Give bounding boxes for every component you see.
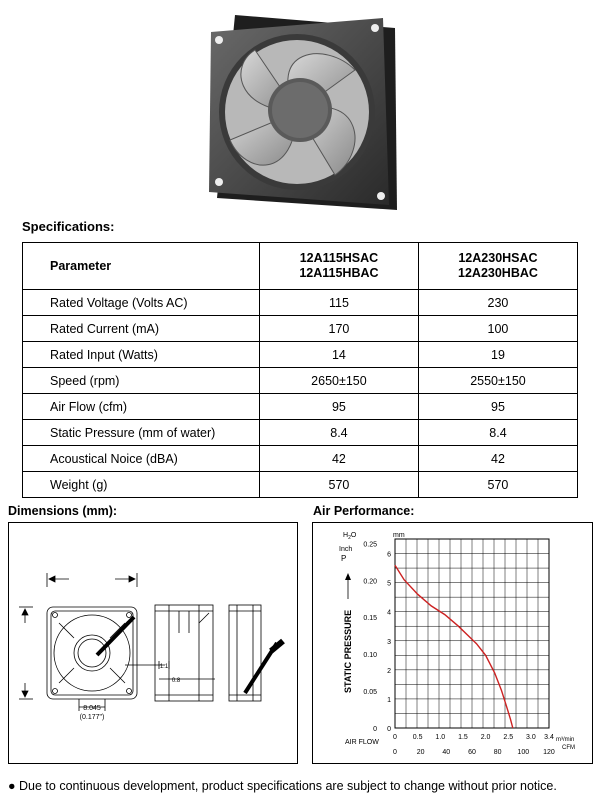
model-a-line1: 12A115HSAC bbox=[299, 251, 379, 265]
inch-tick-label: 0.15 bbox=[363, 615, 377, 623]
row-value-a: 2650±150 bbox=[259, 368, 418, 394]
row-value-a: 570 bbox=[259, 472, 418, 498]
table-row bbox=[23, 316, 578, 342]
air-performance-chart bbox=[313, 523, 592, 763]
m3-tick-label: 1.5 bbox=[458, 734, 468, 741]
cfm-tick-label: 60 bbox=[468, 749, 476, 756]
footnote-text: Due to continuous development, product specifications are subject to change without prior notice. bbox=[19, 779, 557, 793]
m3-tick-label: 3.0 bbox=[526, 734, 536, 741]
cfm-tick-label: 80 bbox=[493, 749, 502, 756]
m3-tick-label: 0.5 bbox=[412, 734, 423, 741]
dimensions-heading: Dimensions (mm): bbox=[8, 504, 118, 518]
cfm-tick-label: 20 bbox=[416, 749, 425, 756]
row-value-a: 170 bbox=[259, 316, 418, 342]
air-performance-heading: Air Performance: bbox=[313, 504, 415, 518]
dimension-label-d: 0.8 bbox=[171, 678, 181, 684]
cfm-tick-labels bbox=[393, 749, 555, 756]
row-label: Static Pressure (mm of water) bbox=[23, 420, 260, 446]
dimensions-drawing bbox=[9, 523, 297, 763]
cfm-tick-label: 0 bbox=[393, 749, 397, 756]
inch-tick-label: 0.25 bbox=[363, 541, 377, 549]
cfm-tick-label: 120 bbox=[543, 749, 555, 756]
table-row bbox=[23, 368, 578, 394]
mm-tick-label: 2 bbox=[387, 667, 391, 675]
dimension-label-a: 8.045 bbox=[83, 705, 101, 712]
mm-tick-label: 1 bbox=[387, 696, 391, 704]
inch-tick-label: 0.10 bbox=[363, 652, 377, 660]
row-value-b: 2550±150 bbox=[418, 368, 577, 394]
row-label: Weight (g) bbox=[23, 472, 260, 498]
mm-tick-label: 5 bbox=[387, 580, 391, 588]
air-performance-box bbox=[312, 522, 593, 764]
table-row bbox=[23, 472, 578, 498]
y-axis-arrowhead bbox=[345, 573, 351, 580]
cfm-tick-label: 100 bbox=[517, 749, 530, 756]
dimension-label-b: (0.177") bbox=[79, 714, 105, 721]
inch-tick-labels bbox=[363, 541, 377, 733]
row-value-a: 115 bbox=[259, 290, 418, 316]
m3-tick-label: 2.0 bbox=[480, 734, 491, 741]
row-value-a: 95 bbox=[259, 394, 418, 420]
m3-tick-label: 3.4 bbox=[544, 734, 554, 741]
inch-label: Inch bbox=[339, 546, 353, 553]
table-header-row bbox=[23, 243, 578, 290]
inch-tick-label: 0 bbox=[373, 726, 377, 733]
table-row bbox=[23, 420, 578, 446]
cfm-unit-label: CFM bbox=[562, 745, 575, 751]
row-value-b: 570 bbox=[418, 472, 577, 498]
table-row bbox=[23, 394, 578, 420]
bullet-icon: ● bbox=[8, 779, 20, 793]
model-b-line2: 12A230HBAC bbox=[458, 266, 538, 280]
h2o-label: $H_2O$ bbox=[343, 532, 357, 541]
model-b-line1: 12A230HSAC bbox=[458, 251, 538, 265]
inch-tick-label: 0.20 bbox=[363, 578, 377, 586]
model-a-header bbox=[259, 243, 418, 290]
mm-tick-label: 4 bbox=[387, 609, 391, 617]
table-row bbox=[23, 290, 578, 316]
dimensions-drawing-box bbox=[8, 522, 298, 764]
row-value-b: 42 bbox=[418, 446, 577, 472]
parameter-header: Parameter bbox=[23, 243, 260, 290]
m3-tick-label: 1.0 bbox=[435, 734, 446, 741]
row-value-b: 95 bbox=[418, 394, 577, 420]
row-value-b: 19 bbox=[418, 342, 577, 368]
row-value-b: 230 bbox=[418, 290, 577, 316]
static-pressure-axis-label: STATIC PRESSURE bbox=[343, 609, 353, 693]
m3-tick-label: 0 bbox=[393, 734, 397, 741]
fan-product-photo bbox=[205, 10, 405, 215]
row-value-a: 8.4 bbox=[259, 420, 418, 446]
specifications-table bbox=[22, 242, 578, 498]
table-row bbox=[23, 342, 578, 368]
mm-tick-labels bbox=[387, 552, 391, 733]
pressure-airflow-curve bbox=[395, 565, 513, 728]
air-flow-axis-label: AIR FLOW bbox=[345, 739, 379, 746]
p-label: P bbox=[341, 554, 347, 563]
row-label: Rated Current (mA) bbox=[23, 316, 260, 342]
inch-tick-label: 0.05 bbox=[363, 689, 377, 697]
mm-tick-label: 3 bbox=[387, 638, 391, 646]
specifications-heading: Specifications: bbox=[22, 219, 115, 234]
cfm-tick-label: 40 bbox=[442, 749, 451, 756]
footnote bbox=[8, 779, 557, 793]
chart-grid bbox=[395, 539, 549, 728]
mm-tick-label: 6 bbox=[387, 551, 391, 559]
m3-tick-label: 2.5 bbox=[503, 734, 514, 741]
m3-unit-label: m³/min bbox=[556, 737, 575, 743]
model-a-line2: 12A115HBAC bbox=[299, 266, 379, 280]
row-value-b: 100 bbox=[418, 316, 577, 342]
mm-tick-label: 0 bbox=[387, 726, 391, 733]
row-label: Air Flow (cfm) bbox=[23, 394, 260, 420]
row-label: Rated Input (Watts) bbox=[23, 342, 260, 368]
dimension-label-c: 1.1 bbox=[159, 664, 169, 670]
row-label: Speed (rpm) bbox=[23, 368, 260, 394]
mm-label: mm bbox=[393, 532, 405, 539]
model-b-header bbox=[418, 243, 577, 290]
row-value-a: 42 bbox=[259, 446, 418, 472]
table-row bbox=[23, 446, 578, 472]
row-label: Rated Voltage (Volts AC) bbox=[23, 290, 260, 316]
row-value-b: 8.4 bbox=[418, 420, 577, 446]
row-label: Acoustical Noice (dBA) bbox=[23, 446, 260, 472]
row-value-a: 14 bbox=[259, 342, 418, 368]
m3-tick-labels bbox=[393, 734, 554, 741]
